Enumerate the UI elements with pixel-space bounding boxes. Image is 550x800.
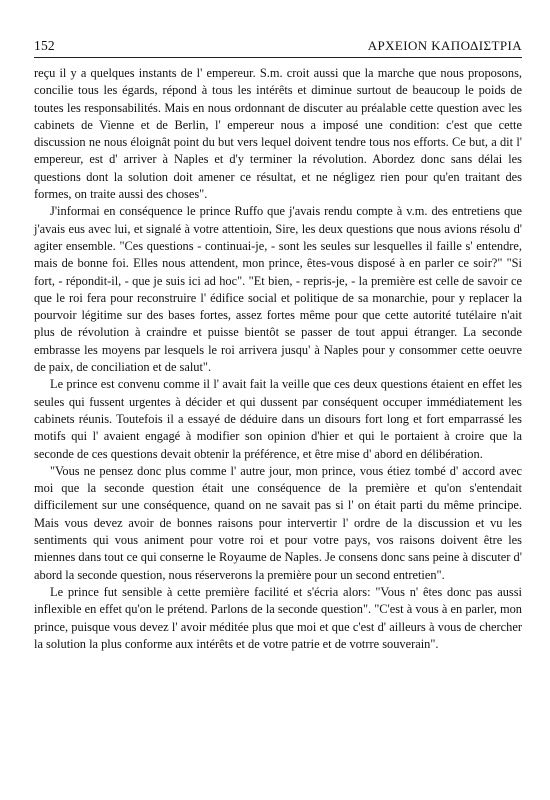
paragraph: "Vous ne pensez donc plus comme l' autre jour, mon prince, vous étiez tombé d' accord avec moi que la seconde question était une conséquence de la première et qu'on s'entendait difficilement sur une conséquence, quand on ne savait pas si l' on était parti du même principe. Mais vous devez avoir de bonnes raisons pour intervertir l' ordre de la discussion et vu les sentiments qui vous animent pour votre roi et pour votre pays, vos raisons doivent être les miennes dans tout ce qui conserne le Royaume de Naples. Je consens donc sans peine à discuter d' abord la seconde question, nous réserverons la première pour un second entretien". bbox=[34, 463, 522, 582]
paragraph: Le prince est convenu comme il l' avait fait la veille que ces deux questions étaient en effet les seules qui fussent urgentes à décider et qui dussent par conséquent occuper immédiatement les cabinets réunis. Toutefois il a essayé de déduire dans un disours fort long et fort emparrassé les motifs qui l' avaient engagé à modifier son opinion d'hier et qui le portaient à croire que la seconde de ces questions devait obtenir la préférence, et être mise d' abord en délibération. bbox=[34, 377, 522, 461]
paragraph: Le prince fut sensible à cette première facilité et s'écria alors: "Vous n' êtes donc pas aussi inflexible en effet qu'on le prétend. Parlons de la seconde question". "C'est à vous à en parler, mon prince, puisque vous devez l' avoir méditée plus que moi et que c'est d' ailleurs à vous de chercher la solution la plus conforme aux intérêts et de votre patrie et de votrre souverain". bbox=[34, 584, 522, 651]
body-text bbox=[34, 65, 522, 653]
running-head: ΑΡΧΕΙΟΝ ΚΑΠΟΔΙΣΤΡΙΑ bbox=[367, 38, 522, 53]
paragraph: reçu il y a quelques instants de l' empereur. S.m. croit aussi que la marche que nous proposons, concilie tous les égards, répond à tous les intérêts et diminue surtout de beaucoup le poids de toutes les responsabilités. Mais en nous ordonnant de discuter au préalable cette question avec les cabinets de Vienne et de Berlin, l' empereur nous a imposé une condition: c'est que cette discussion ne nous éloignât point du but vers lequel doivent tendre tous nos efforts. Ce but, a dit l' empereur, est d' arriver à Naples et d'y terminer la révolution. Abordez donc sans délai les questions dont la solution doit amener ce résultat, et ne négligez rien pour qu'en traitant des formes, on traite aussi des choses". bbox=[34, 66, 522, 202]
page-number: 152 bbox=[34, 38, 55, 53]
paragraph: J'informai en conséquence le prince Ruffo que j'avais rendu compte à v.m. des entretiens que j'avais eus avec lui, et signalé à votre attentioin, Sire, les deux questions que nous avions résolu d' agiter ensemble. "Ces questions - continuai-je, - sont les seules sur lesquelles il faille s' entendre, mais de bonne foi. Elles nous attendent, mon prince, êtes-vous disposé à en parler ce soir?" "Si fort, - répondit-il, - que je suis ici ad hoc". "Et bien, - repris-je, - la première est celle de savoir ce que le roi fera pour reconstruire l' édifice social et politique de sa monarchie, pour y replacer la pourvoir légitime sur des bases fortes, assez fortes même pour que cette autorité tutélaire n'ait plus de révolution à craindre et puisse bientôt se passer de tout appui étranger. La seconde embrasse les moyens par lesquels le roi arrivera jusqu' à Naples pour y consommer cette oeuvre de paix, de conciliation et de salut". bbox=[34, 204, 522, 375]
page-header bbox=[34, 38, 522, 58]
document-page bbox=[34, 38, 522, 653]
